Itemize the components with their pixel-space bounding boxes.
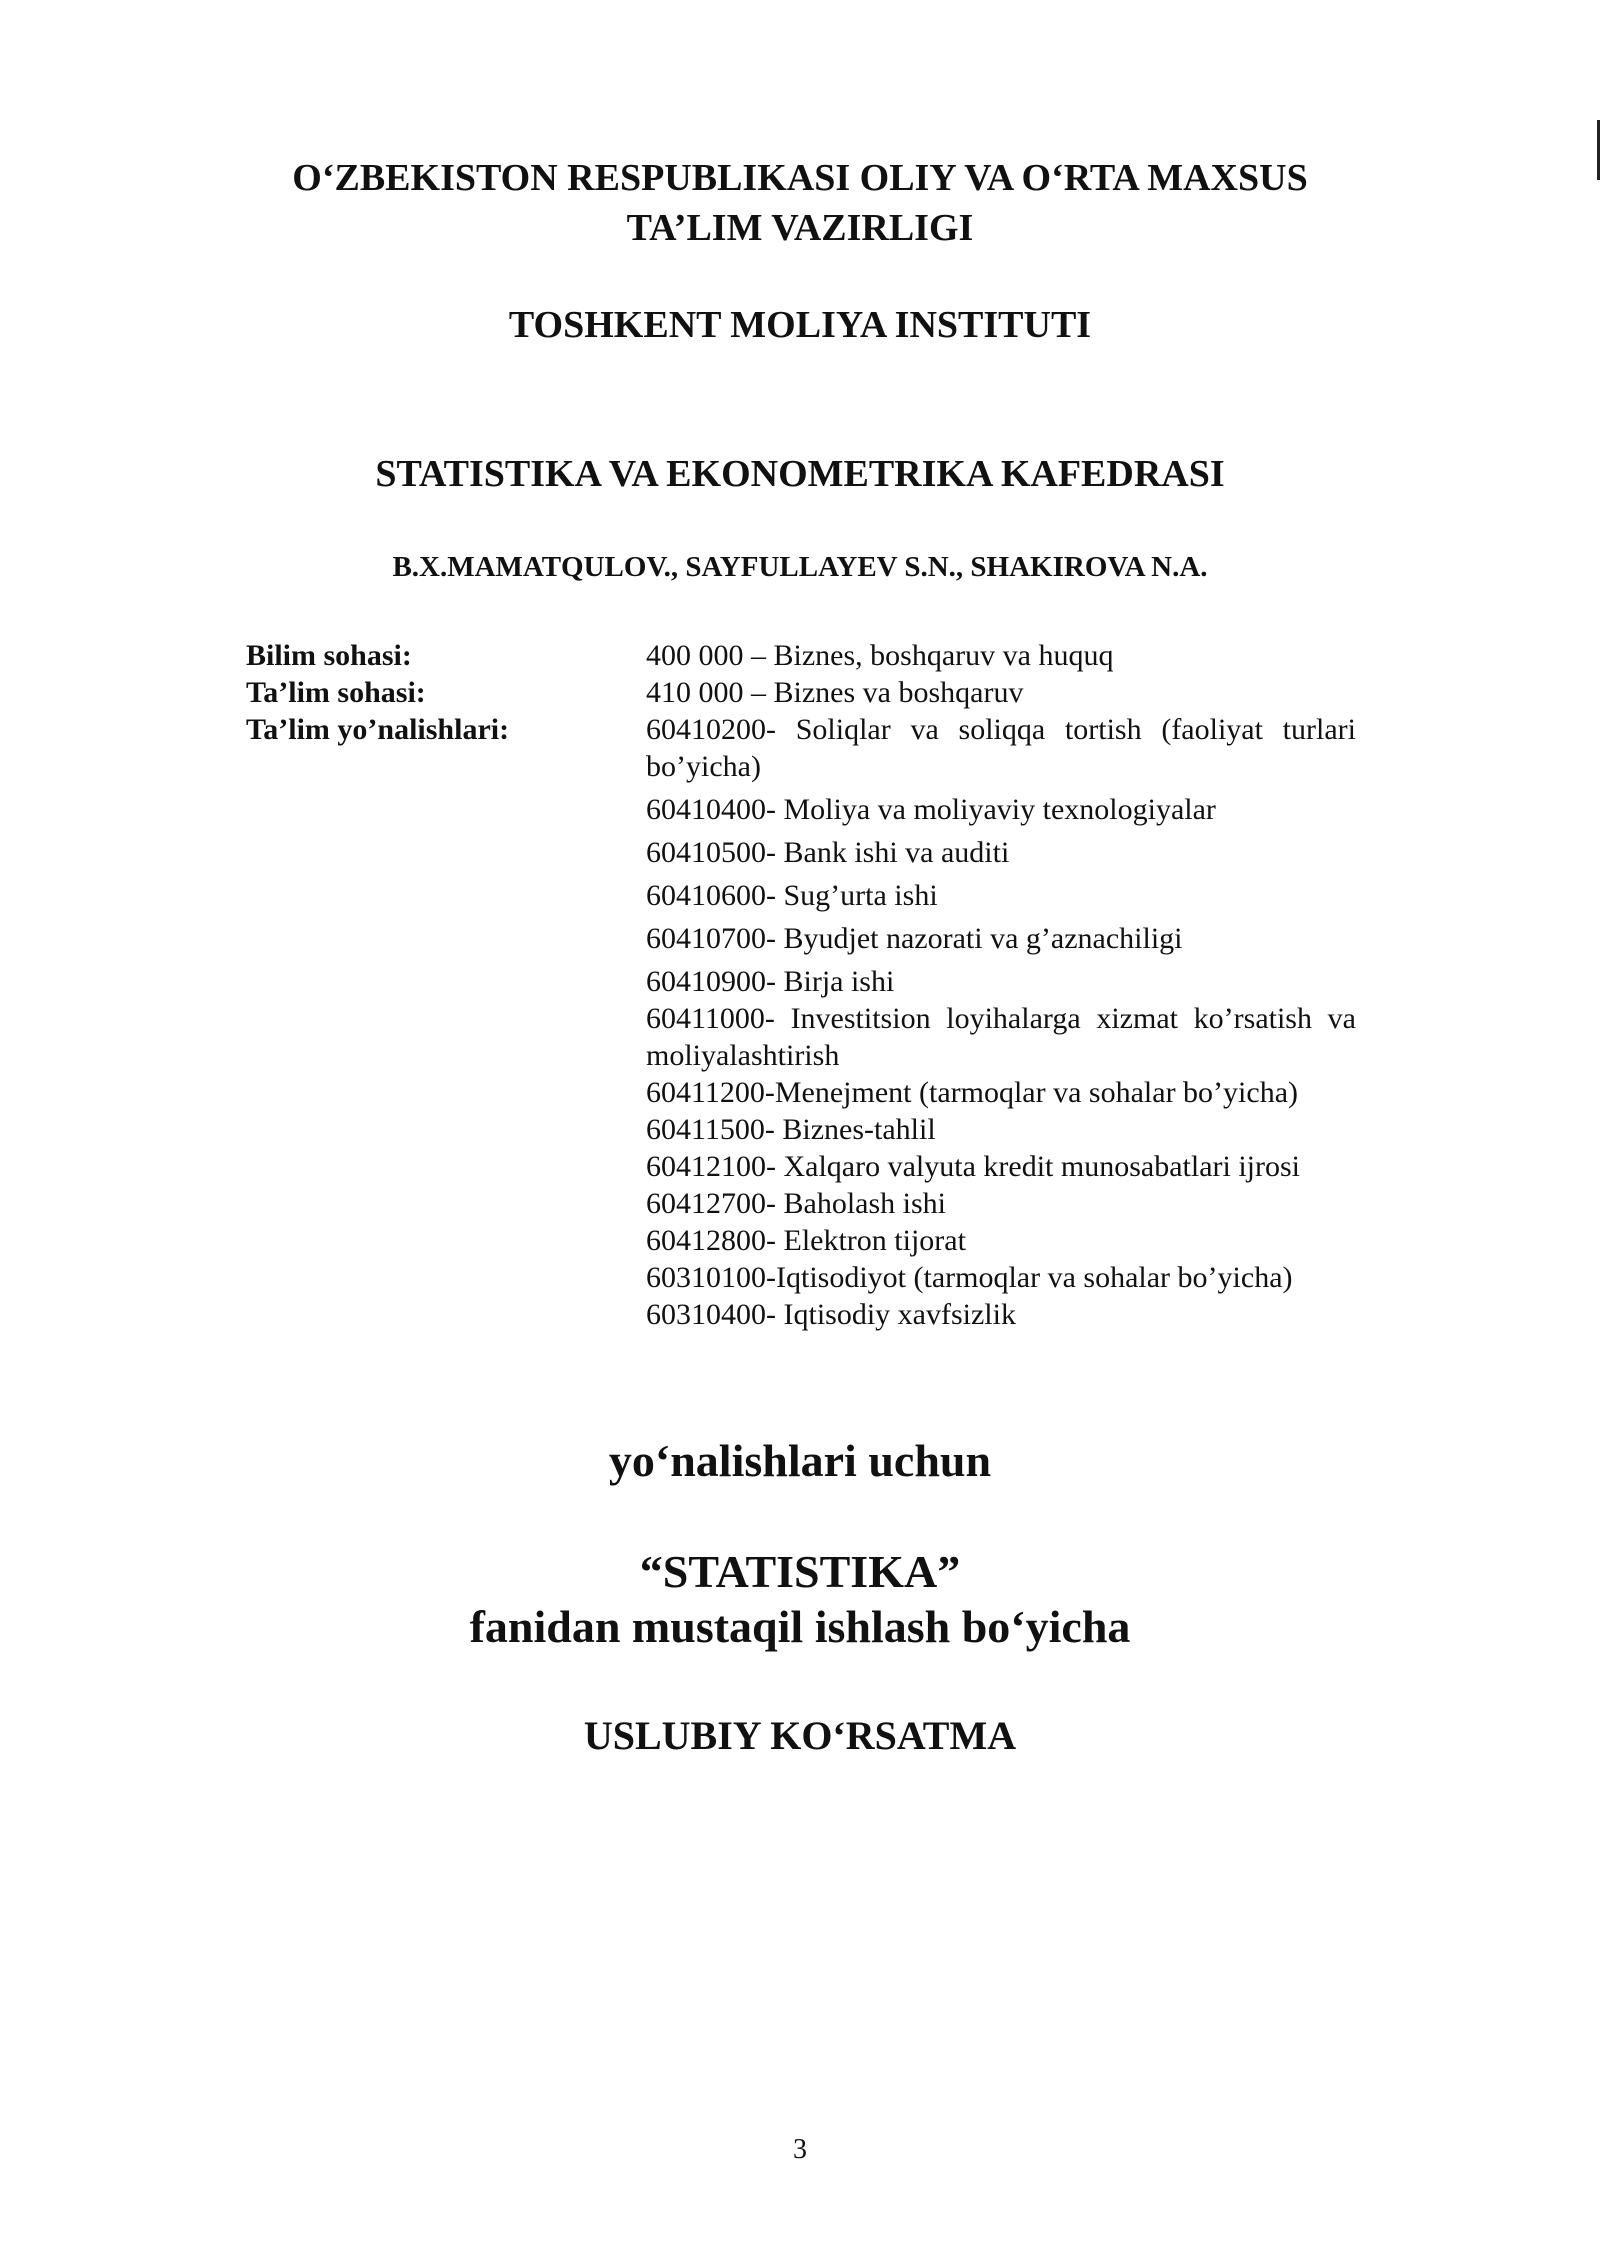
meta-row-directions bbox=[246, 711, 1356, 1333]
direction-item: 60411200-Menejment (tarmoqlar va sohalar bo’yicha) bbox=[646, 1076, 1299, 1109]
directions-label: Ta’lim yo’nalishlari: bbox=[246, 713, 510, 746]
subject-title: “STATISTIKA” bbox=[639, 1546, 961, 1597]
area-value: 410 000 – Biznes va boshqaruv bbox=[646, 676, 1024, 709]
field-label: Bilim sohasi: bbox=[246, 639, 412, 672]
page-number: 3 bbox=[793, 2134, 807, 2165]
meta-row-area bbox=[246, 674, 1356, 711]
meta-block bbox=[246, 637, 1356, 1333]
direction-item: 60310100-Iqtisodiyot (tarmoqlar va sohalar bo’yicha) bbox=[646, 1261, 1293, 1294]
meta-row-field bbox=[246, 637, 1356, 674]
direction-item: 60411000- Investitsion loyihalarga xizmat ko’rsatish va moliyalashtirish bbox=[646, 1002, 1356, 1072]
institute-title: TOSHKENT MOLIYA INSTITUTI bbox=[508, 304, 1092, 346]
document-type-title: USLUBIY KO‘RSATMA bbox=[583, 1713, 1017, 1758]
direction-item: 60412700- Baholash ishi bbox=[646, 1187, 946, 1220]
ministry-title-line1: O‘ZBEKISTON RESPUBLIKASI OLIY VA O‘RTA MAXSUS bbox=[292, 157, 1308, 199]
direction-item: 60412800- Elektron tijorat bbox=[646, 1224, 966, 1257]
direction-item: 60411500- Biznes-tahlil bbox=[646, 1113, 936, 1146]
direction-item: 60410600- Sug’urta ishi bbox=[646, 879, 938, 912]
department-title: STATISTIKA VA EKONOMETRIKA KAFEDRASI bbox=[375, 453, 1225, 495]
directions-list-container bbox=[646, 711, 1356, 1333]
direction-item: 60410200- Soliqlar va soliqqa tortish (faoliyat turlari bo’yicha) bbox=[646, 713, 1356, 783]
subject-subtitle: fanidan mustaqil ishlash bo‘yicha bbox=[469, 1601, 1131, 1652]
direction-item: 60410700- Byudjet nazorati va g’aznachiligi bbox=[646, 922, 1183, 955]
direction-item: 60310400- Iqtisodiy xavfsizlik bbox=[646, 1298, 1016, 1331]
ministry-title-line2: TA’LIM VAZIRLIGI bbox=[626, 207, 974, 249]
direction-item: 60412100- Xalqaro valyuta kredit munosabatlari ijrosi bbox=[646, 1150, 1301, 1183]
direction-item: 60410400- Moliya va moliyaviy texnologiyalar bbox=[646, 793, 1216, 826]
area-label: Ta’lim sohasi: bbox=[246, 676, 426, 709]
field-value: 400 000 – Biznes, boshqaruv va huquq bbox=[646, 639, 1114, 672]
direction-item: 60410900- Birja ishi bbox=[646, 965, 895, 998]
directions-list bbox=[646, 711, 1356, 1333]
authors-line: B.X.MAMATQULOV., SAYFULLAYEV S.N., SHAKIROVA N.A. bbox=[392, 551, 1208, 583]
for-directions-line: yo‘nalishlari uchun bbox=[608, 1435, 992, 1486]
direction-item: 60410500- Bank ishi va auditi bbox=[646, 836, 1010, 869]
